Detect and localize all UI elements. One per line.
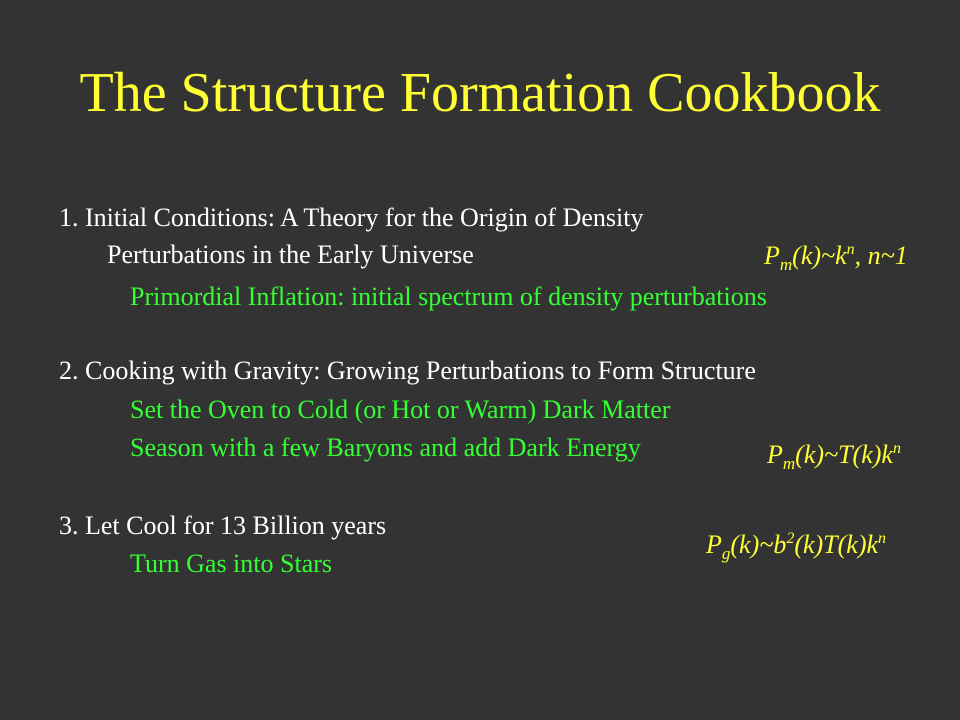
- item-2-heading: 2. Cooking with Gravity: Growing Perturbations to Form Structure: [59, 356, 756, 385]
- item-3-sub-stars: Turn Gas into Stars: [130, 549, 333, 578]
- formula-3-body: (k)~b: [730, 530, 787, 559]
- item-1-heading-line-1: 1. Initial Conditions: A Theory for the Origin of Density: [59, 203, 644, 232]
- formula-3-exponent-2: n: [878, 530, 887, 547]
- slide-title: The Structure Formation Cookbook: [79, 62, 881, 124]
- formula-power-spectrum-transfer: [767, 438, 901, 472]
- item-3-heading: 3. Let Cool for 13 Billion years: [59, 511, 387, 540]
- formula-3-exponent: 2: [786, 530, 795, 547]
- item-2-sub-baryons: Season with a few Baryons and add Dark Energy: [130, 433, 641, 462]
- formula-2-exponent: n: [892, 440, 901, 457]
- item-1-heading-line-2: Perturbations in the Early Universe: [107, 240, 474, 269]
- item-2-sub-dark-matter: Set the Oven to Cold (or Hot or Warm) Dark Matter: [130, 395, 671, 424]
- formula-galaxy-power-spectrum: [706, 528, 886, 562]
- formula-3-symbol: P: [706, 530, 722, 559]
- formula-1-symbol: P: [764, 241, 780, 270]
- formula-2-body: (k)~T(k)k: [795, 440, 893, 469]
- formula-power-spectrum-initial: [764, 239, 908, 273]
- formula-3-subscript: g: [721, 544, 731, 563]
- formula-2-symbol: P: [767, 440, 783, 469]
- formula-1-exponent: n: [846, 241, 855, 258]
- formula-3-body-2: (k)T(k)k: [794, 530, 879, 559]
- formula-1-tail: , n~1: [854, 241, 908, 270]
- formula-1-subscript: m: [779, 255, 793, 274]
- formula-2-subscript: m: [782, 454, 796, 473]
- formula-1-body: (k)~k: [792, 241, 847, 270]
- item-1-sub-inflation: Primordial Inflation: initial spectrum of density perturbations: [130, 282, 767, 311]
